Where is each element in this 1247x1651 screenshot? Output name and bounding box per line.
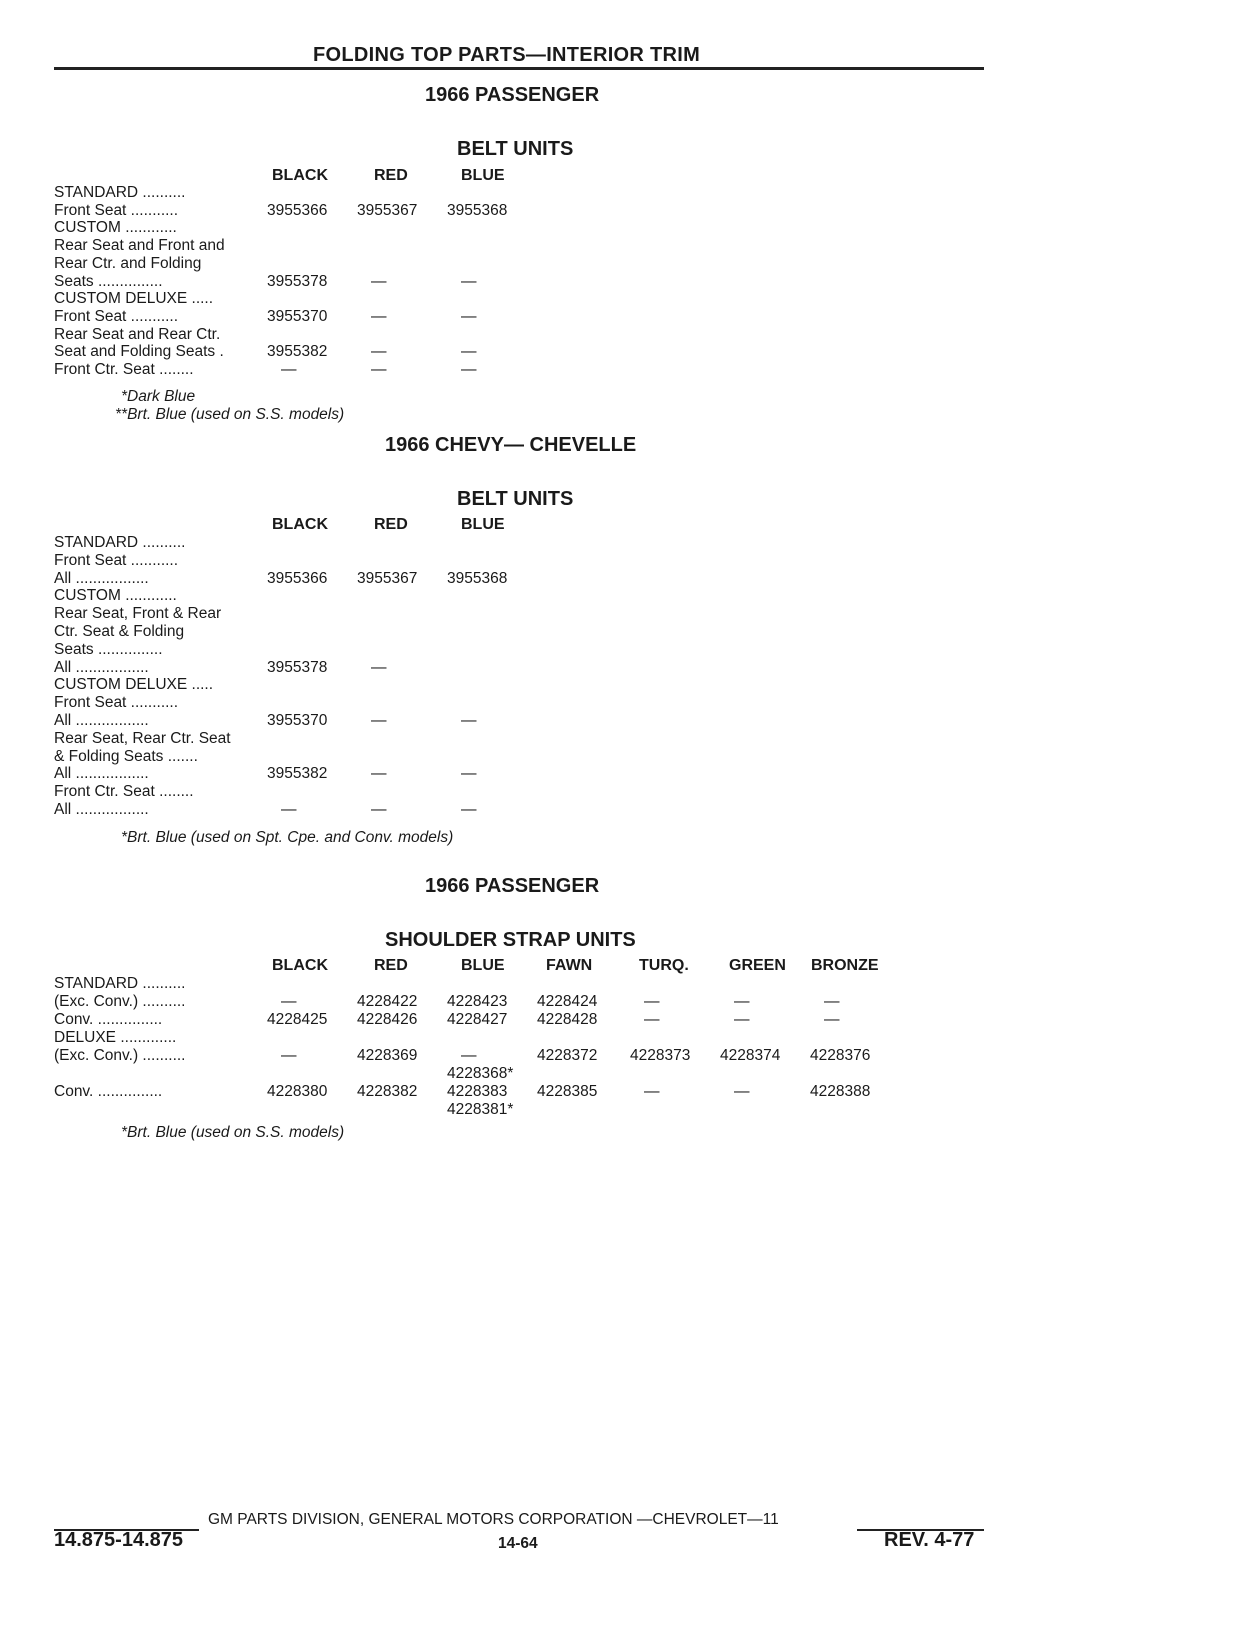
row-value: 3955370 [267,712,328,729]
section3-col-blue: BLUE [461,957,505,974]
row-value: 4228372 [537,1047,598,1064]
row-label: STANDARD .......... [54,975,186,992]
footer-line: GM PARTS DIVISION, GENERAL MOTORS CORPORATION —CHEVROLET—11 [208,1511,779,1528]
row-value: 4228426 [357,1011,418,1028]
row-label: Conv. ............... [54,1083,163,1100]
section3-col-green: GREEN [729,957,786,974]
row-label: Front Seat ........... [54,307,179,325]
section1-note-1: *Dark Blue [121,388,196,405]
row-value: — [824,1011,840,1028]
row-value: — [371,307,387,325]
section3-note-1: *Brt. Blue (used on S.S. models) [121,1124,345,1141]
section2-note-1: *Brt. Blue (used on Spt. Cpe. and Conv. models) [121,829,454,846]
row-label: Front Ctr. Seat ........ [54,361,194,378]
row-value: 4228368* [447,1065,514,1082]
row-value: — [734,1083,750,1100]
row-value: 3955382 [267,343,328,361]
row-value: 3955368 [447,201,508,219]
row-value: 4228423 [447,993,508,1010]
section2-col-blue: BLUE [461,516,505,533]
row-value: — [281,993,297,1010]
row-label: All ................. [54,712,149,729]
row-label: Front Seat ........... [54,551,179,569]
row-label: STANDARD .......... [54,184,186,201]
row-label: Front Seat ........... [54,694,179,712]
row-label: Front Seat ........... [54,201,179,219]
row-value: 3955378 [267,658,328,676]
row-value: 4228388 [810,1083,871,1100]
row-value: — [734,993,750,1010]
row-label: STANDARD .......... [54,534,186,551]
row-value: — [371,765,387,783]
row-label: (Exc. Conv.) .......... [54,1047,186,1064]
row-label: All ................. [54,569,149,587]
section1-col-black: BLACK [272,167,328,184]
row-value: — [371,361,387,378]
row-label: Rear Ctr. and Folding [54,254,202,272]
row-label: Conv. ............... [54,1011,163,1028]
row-value: 4228385 [537,1083,598,1100]
row-value: 4228376 [810,1047,871,1064]
row-value: — [734,1011,750,1028]
footer-revision: REV. 4-77 [884,1529,975,1551]
row-value: — [281,361,297,378]
row-value: — [461,272,477,290]
section3-col-fawn: FAWN [546,957,593,974]
section1-subheading: BELT UNITS [457,138,574,160]
row-value: — [644,1083,660,1100]
row-label: Rear Seat, Rear Ctr. Seat [54,729,231,747]
row-label: (Exc. Conv.) .......... [54,993,186,1010]
row-value: 4228382 [357,1083,418,1100]
row-value: 4228374 [720,1047,781,1064]
row-label: Rear Seat and Rear Ctr. [54,325,221,343]
row-label: All ................. [54,765,149,783]
section2-col-black: BLACK [272,516,328,533]
row-label: Seat and Folding Seats . [54,343,224,361]
row-value: — [824,993,840,1010]
section2-col-red: RED [374,516,408,533]
row-value: 3955368 [447,569,508,587]
section3-subheading: SHOULDER STRAP UNITS [385,929,636,951]
row-value: 3955367 [357,201,418,219]
row-label: CUSTOM ............ [54,219,177,237]
row-value: — [644,1011,660,1028]
row-label: Ctr. Seat & Folding [54,623,185,640]
row-label: CUSTOM DELUXE ..... [54,676,214,694]
row-value: — [461,712,477,729]
row-value: — [461,307,477,325]
row-label: Rear Seat and Front and [54,237,225,255]
row-value: 4228383 [447,1083,508,1100]
footer-page-number: 14-64 [498,1535,538,1552]
section2-subheading: BELT UNITS [457,488,574,510]
section3-col-bronze: BRONZE [811,957,879,974]
section3-heading: 1966 PASSENGER [425,875,600,897]
row-value: — [281,1047,297,1064]
row-value: 3955382 [267,765,328,783]
row-value: 4228369 [357,1047,418,1064]
row-value: — [371,272,387,290]
row-value: 4228428 [537,1011,598,1028]
footer-left-code: 14.875-14.875 [54,1529,184,1551]
row-label: Front Ctr. Seat ........ [54,783,194,801]
row-value: 4228422 [357,993,418,1010]
row-value: 4228380 [267,1083,328,1100]
row-value: 4228381* [447,1101,514,1118]
row-label: CUSTOM DELUXE ..... [54,290,214,308]
row-value: — [371,801,387,818]
row-value: — [461,343,477,361]
section3-col-black: BLACK [272,957,328,974]
row-label: Seats ............... [54,640,163,658]
row-value: — [371,712,387,729]
row-label: Seats ............... [54,272,163,290]
section3-col-turq: TURQ. [639,957,689,974]
row-value: 3955366 [267,201,328,219]
section1-col-blue: BLUE [461,167,505,184]
row-value: — [644,993,660,1010]
row-value: 3955370 [267,307,328,325]
section2-heading: 1966 CHEVY— CHEVELLE [385,434,637,456]
row-label: & Folding Seats ....... [54,747,198,765]
header-rule [54,67,984,70]
row-value: 4228425 [267,1011,328,1028]
row-value: — [461,801,477,818]
row-label: DELUXE ............. [54,1029,177,1046]
row-value: — [461,1047,477,1064]
row-value: 3955366 [267,569,328,587]
section1-heading: 1966 PASSENGER [425,84,600,106]
row-value: — [281,801,297,818]
row-value: 4228427 [447,1011,508,1028]
row-label: Rear Seat, Front & Rear [54,605,222,623]
section1-col-red: RED [374,167,408,184]
page-title: FOLDING TOP PARTS—INTERIOR TRIM [313,44,701,66]
row-value: — [371,343,387,361]
row-label: All ................. [54,801,149,818]
row-value: — [461,765,477,783]
row-value: 4228424 [537,993,598,1010]
row-value: 3955378 [267,272,328,290]
row-value: 4228373 [630,1047,691,1064]
row-label: CUSTOM ............ [54,587,177,605]
row-label: All ................. [54,658,149,676]
section1-note-2: **Brt. Blue (used on S.S. models) [115,406,345,423]
section3-col-red: RED [374,957,408,974]
row-value: — [461,361,477,378]
row-value: — [371,658,387,676]
row-value: 3955367 [357,569,418,587]
